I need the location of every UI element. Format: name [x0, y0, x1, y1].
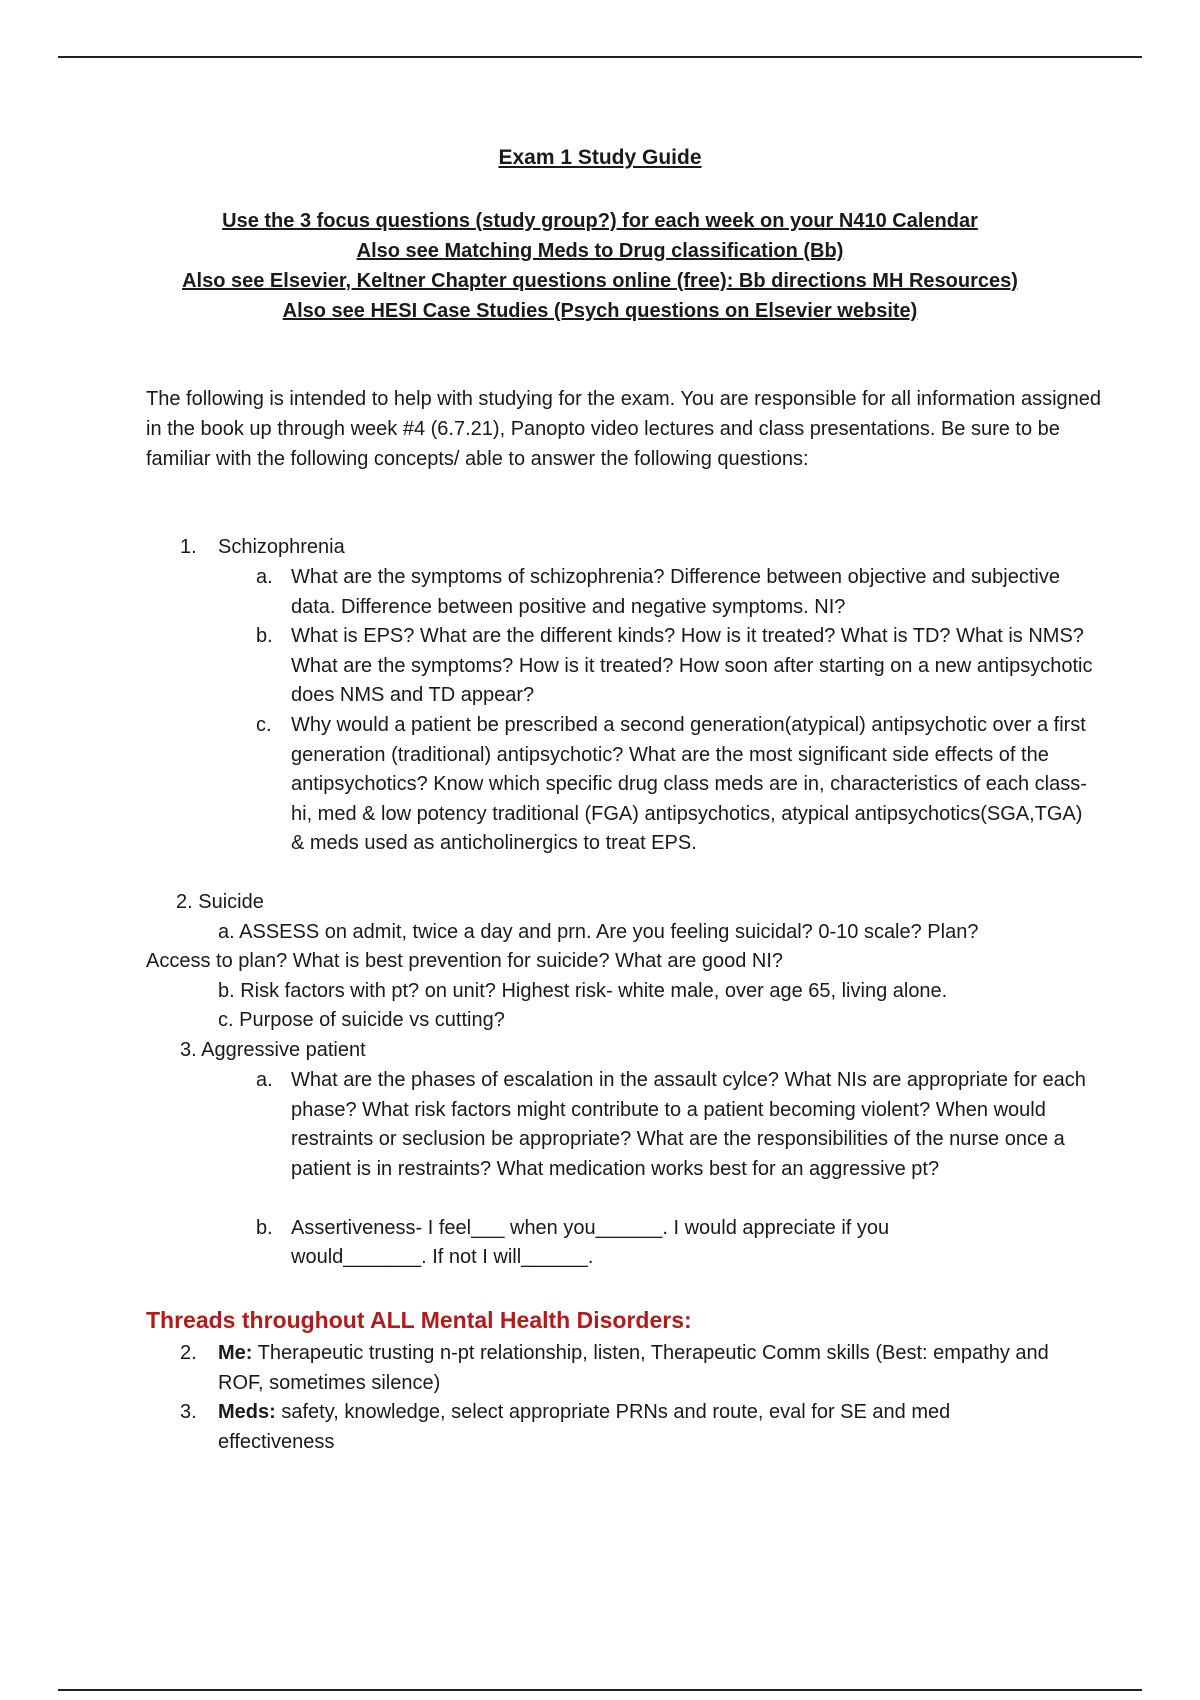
suicide-question-a: a. ASSESS on admit, twice a day and prn. Are you feeling suicidal? 0-10 scale? Plan? [218, 921, 979, 943]
thread-number: 3. [180, 1401, 197, 1423]
schizophrenia-question-a: What are the symptoms of schizophrenia? Difference between objective and subjective data. Difference between positive and negative symptoms. NI? [291, 566, 1060, 618]
item-marker: b. [256, 1217, 273, 1239]
suicide-question-b: b. Risk factors with pt? on unit? Highest risk- white male, over age 65, living alone. [218, 980, 948, 1002]
reference-line: Also see Elsevier, Keltner Chapter questions online (free): Bb directions MH Resources) [182, 270, 1018, 292]
section-heading-schizophrenia: Schizophrenia [218, 536, 345, 558]
item-marker: b. [256, 625, 273, 647]
item-marker: a. [256, 1069, 273, 1091]
document-title: Exam 1 Study Guide [498, 146, 702, 169]
top-divider [58, 56, 1142, 58]
section-heading-aggressive: 3. Aggressive patient [180, 1039, 366, 1061]
bottom-divider [58, 1689, 1142, 1691]
thread-text: Therapeutic trusting n-pt relationship, listen, Therapeutic Comm skills (Best: empathy and ROF, sometimes silence) [218, 1342, 1049, 1394]
item-marker: c. [256, 714, 272, 736]
thread-item-meds [218, 1398, 1058, 1457]
reference-list [0, 206, 1200, 326]
aggressive-question-b-cont: would_______. If not I will______. [291, 1246, 594, 1268]
schizophrenia-question-b: What is EPS? What are the different kinds? How is it treated? What is TD? What is NMS? What are the symptoms? How is it treated? How soon after starting on a new antipsychotic does NMS and TD appear? [291, 625, 1093, 707]
thread-number: 2. [180, 1342, 197, 1364]
threads-heading: Threads throughout ALL Mental Health Disorders: [146, 1307, 692, 1333]
section-heading-suicide: 2. Suicide [176, 891, 264, 913]
reference-line: Use the 3 focus questions (study group?) for each week on your N410 Calendar [222, 210, 978, 232]
thread-label: Me: [218, 1342, 253, 1364]
section-number: 1. [180, 536, 197, 558]
suicide-question-c: c. Purpose of suicide vs cutting? [218, 1009, 505, 1031]
suicide-question-a-cont: Access to plan? What is best prevention for suicide? What are good NI? [146, 950, 784, 972]
thread-text: safety, knowledge, select appropriate PRNs and route, eval for SE and med effectiveness [218, 1401, 951, 1453]
thread-item-me [218, 1339, 1058, 1398]
reference-line: Also see HESI Case Studies (Psych questions on Elsevier website) [282, 300, 918, 322]
schizophrenia-question-c: Why would a patient be prescribed a second generation(atypical) antipsychotic over a first generation (traditional) antipsychotic? What are the most significant side effects of the antipsychotics? Know which specific drug class meds are in, characteristics of each class- hi, med & low potency traditional (FGA) antipsychotics, atypical antipsychotics(SGA,TGA) & meds used as anticholinergics to treat EPS. [291, 714, 1087, 855]
aggressive-question-a: What are the phases of escalation in the assault cylce? What NIs are appropriate for each phase? What risk factors might contribute to a patient becoming violent? When would restraints or seclusion be appropriate? What are the responsibilities of the nurse once a patient is in restraints? What medication works best for an aggressive pt? [291, 1069, 1086, 1180]
item-marker: a. [256, 566, 273, 588]
thread-label: Meds: [218, 1401, 276, 1423]
aggressive-question-b: Assertiveness- I feel___ when you______. I would appreciate if you [291, 1217, 890, 1239]
reference-line: Also see Matching Meds to Drug classification (Bb) [356, 240, 844, 262]
intro-paragraph: The following is intended to help with studying for the exam. You are responsible for all information assigned in the book up through week #4 (6.7.21), Panopto video lectures and class presentations. Be sure to be familiar with the following concepts/ able to answer the following questions: [146, 388, 1102, 470]
